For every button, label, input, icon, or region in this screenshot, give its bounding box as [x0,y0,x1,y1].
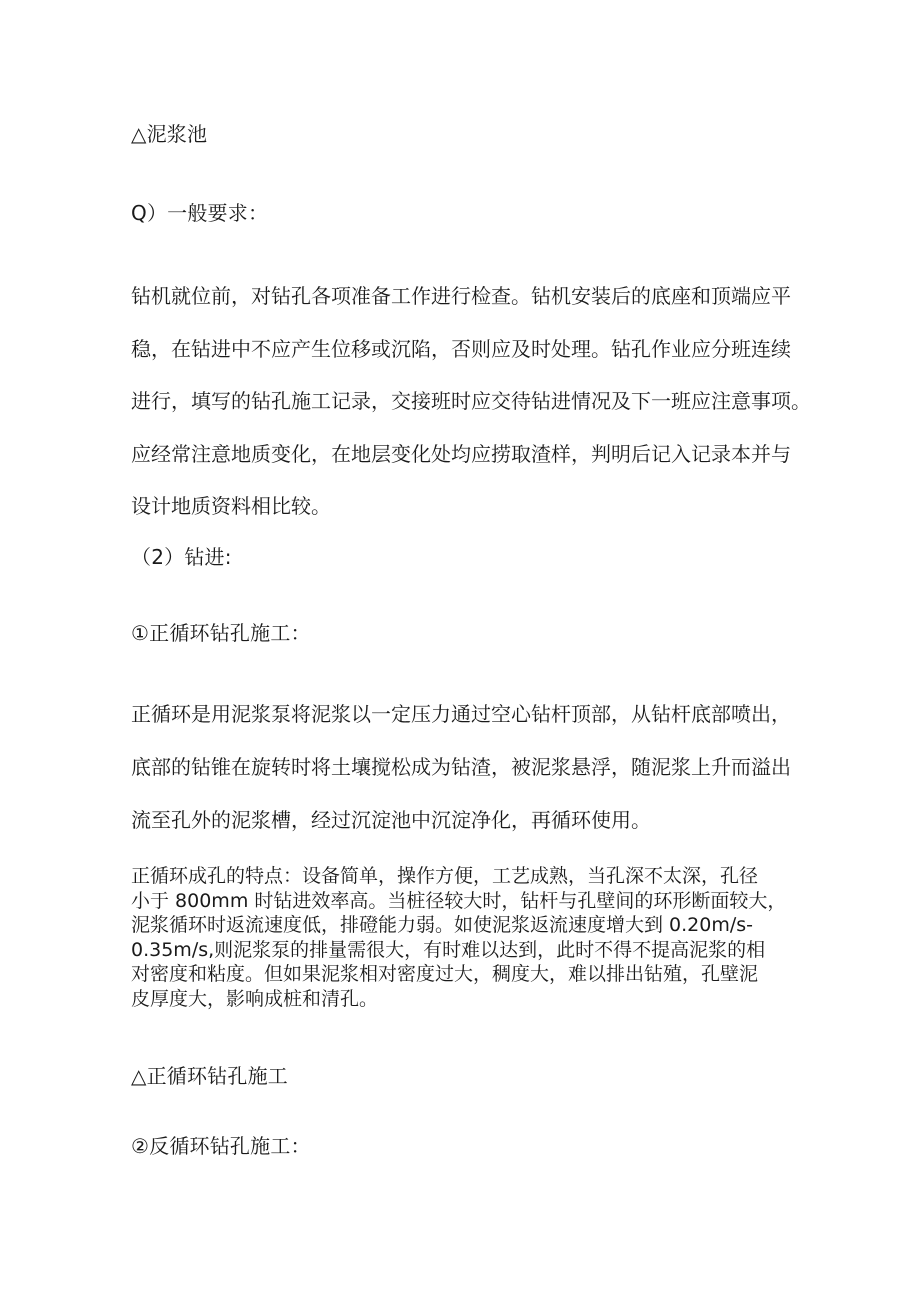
paragraph-line: 设计地质资料相比较。 [131,494,331,518]
paragraph-forward-circulation [131,688,791,847]
paragraph-line: 泥浆循环时返流速度低，排磴能力弱。如使泥浆返流速度增大到 0.20m∕s- [131,914,754,936]
paragraph-forward-features [131,864,791,1011]
paragraph-general-requirements [131,270,811,533]
heading-forward-circulation: ①正循环钻孔施工： [131,621,311,645]
paragraph-line: 进行，填写的钻孔施工记录，交接班时应交待钻进情况及下一班应注意事项。 [131,389,811,413]
paragraph-line: 应经常注意地质变化，在地层变化处均应捞取渣样，判明后记入记录本并与 [131,441,791,466]
paragraph-line: 0.35m∕s,则泥浆泵的排量需很大，有时难以达到，此时不得不提高泥浆的相 [131,938,766,961]
paragraph-line: 正循环是用泥浆泵将泥浆以一定压力通过空心钻杆顶部，从钻杆底部喷出， [131,702,791,726]
heading-general-requirements: Q）一般要求： [131,201,269,225]
paragraph-line: 流至孔外的泥浆槽，经过沉淀池中沉淀净化，再循环使用。 [131,808,651,832]
paragraph-line: 正循环成孔的特点：设备简单，操作方便，工艺成熟，当孔深不太深，孔径 [131,865,759,887]
heading-mud-pool: △泥浆池 [131,122,208,146]
paragraph-line: 对密度和粘度。但如果泥浆相对密度过大，稠度大，难以排出钻殖，孔壁泥 [131,963,759,985]
paragraph-line: 稳，在钻进中不应产生位移或沉陷，否则应及时处理。钻孔作业应分班连续 [131,336,791,361]
paragraph-line: 钻机就位前，对钻孔各项准备工作进行检查。钻机安装后的底座和顶端应平 [131,284,791,308]
paragraph-line: 小于 800mm 时钻进效率高。当桩径较大时，钻杆与孔壁间的环形断面较大， [131,889,787,912]
paragraph-line: 底部的钻锥在旋转时将土壤搅松成为钻渣，被泥浆悬浮，随泥浆上升而溢出 [131,755,791,779]
heading-reverse-circulation: ②反循环钻孔施工： [131,1134,311,1158]
caption-forward-circulation: △正循环钻孔施工 [131,1064,288,1088]
paragraph-line: 皮厚度大，影响成桩和清孔。 [131,987,379,1010]
heading-drilling: （2）钻进: [131,545,232,569]
